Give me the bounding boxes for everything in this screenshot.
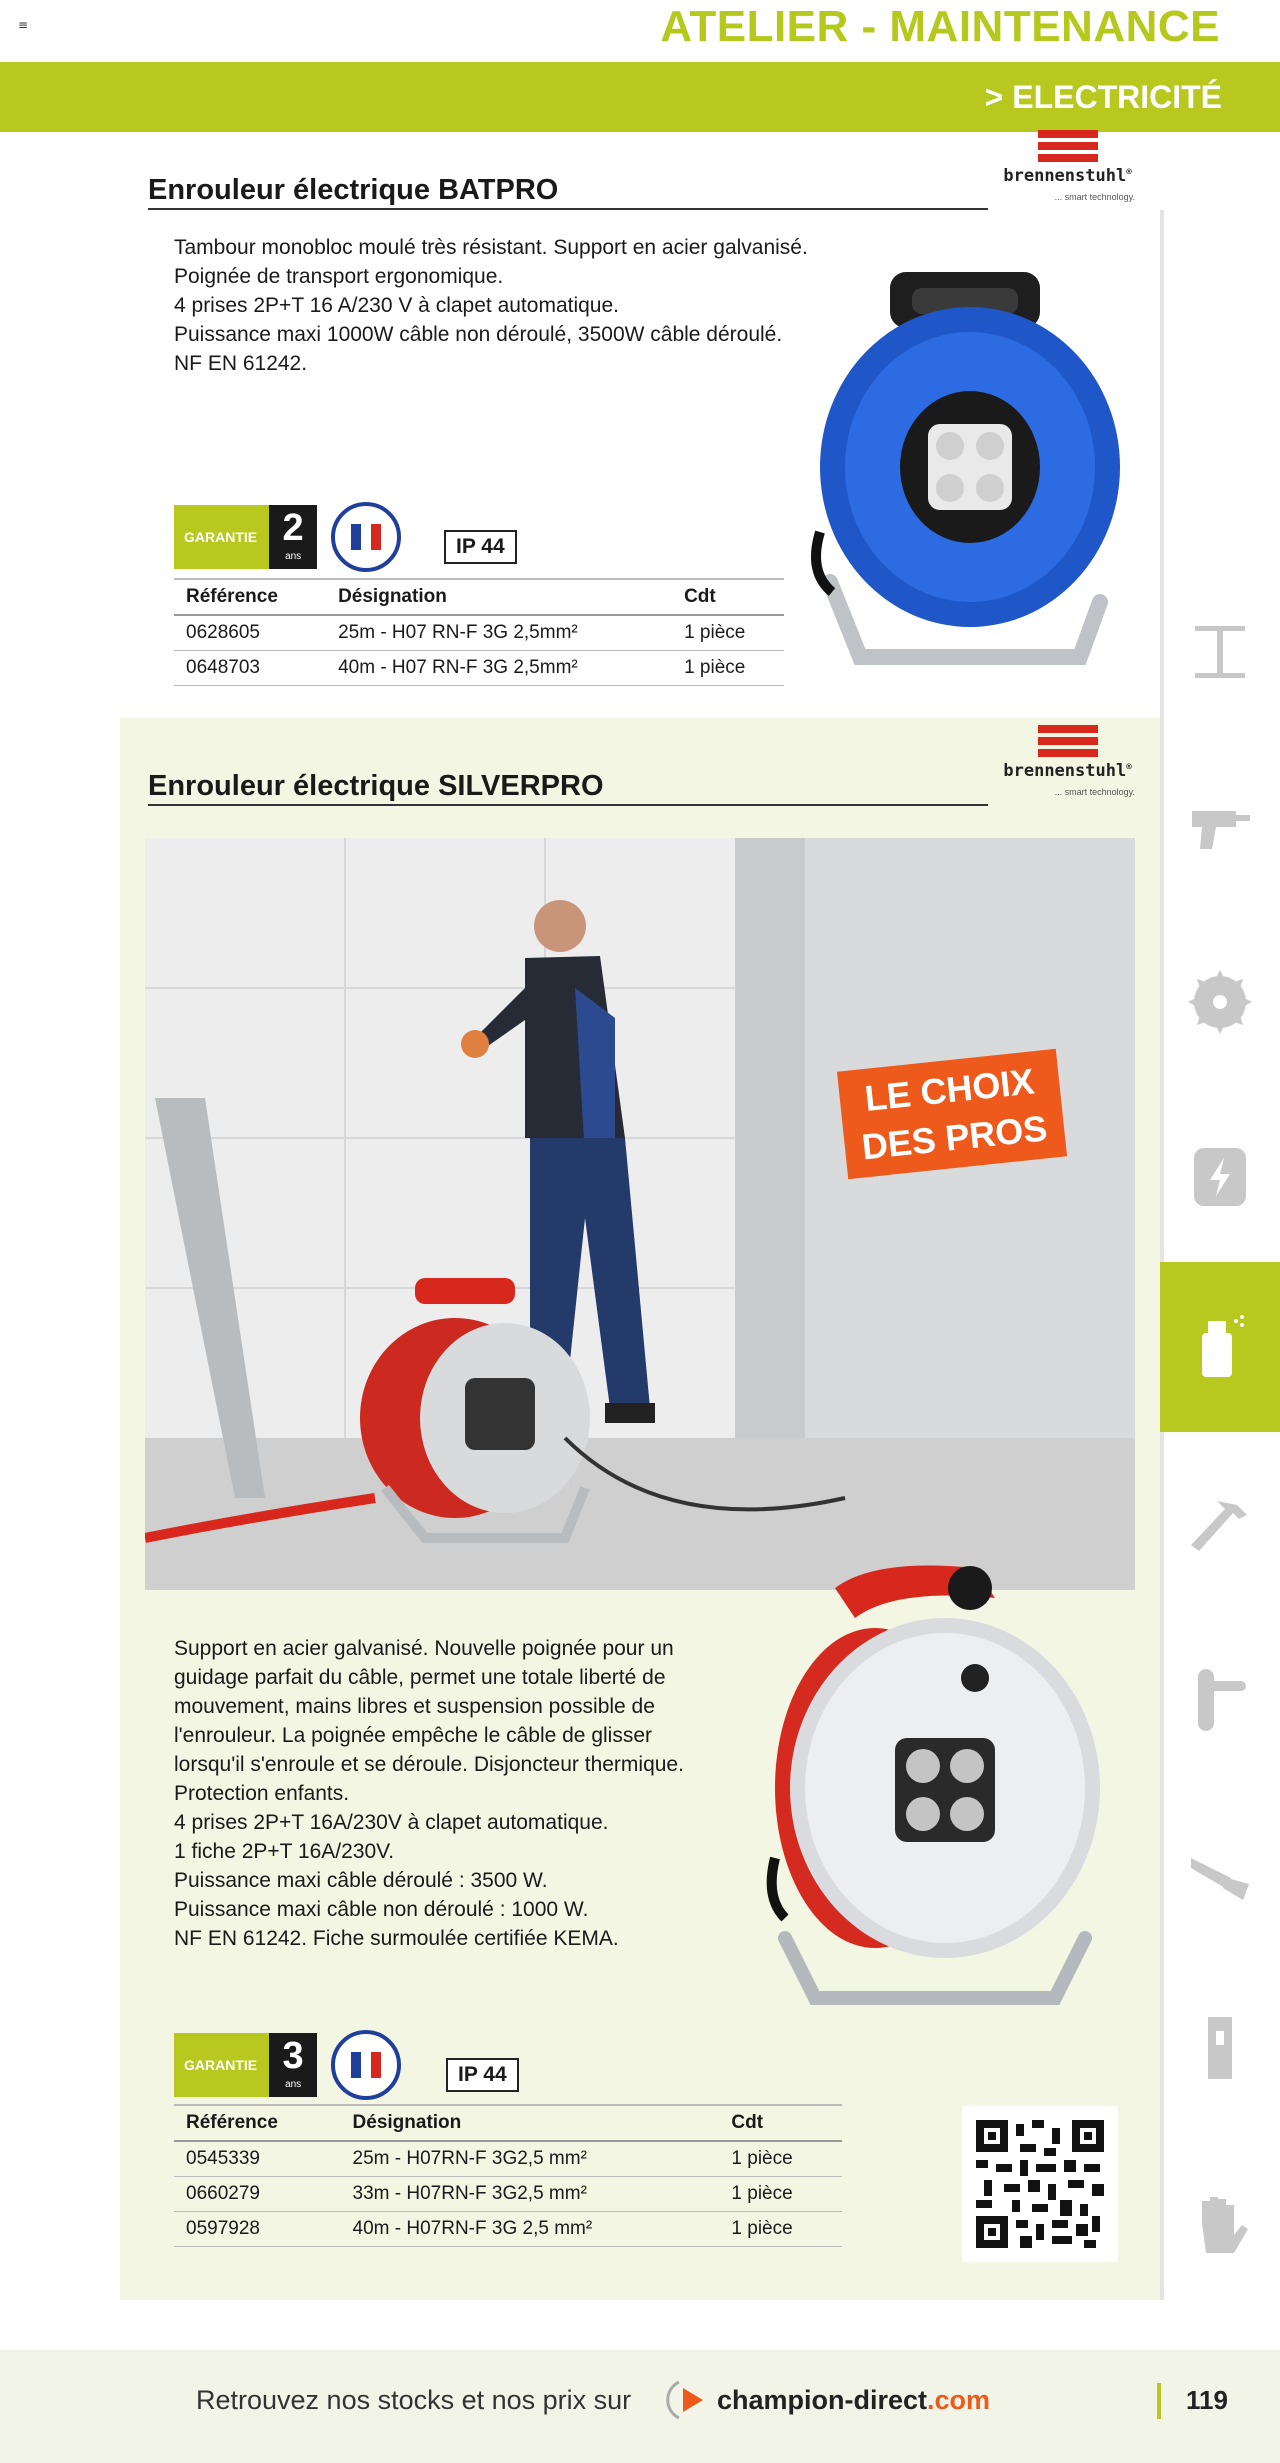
- description-line: Puissance maxi 1000W câble non déroulé, 3500W câble déroulé.: [174, 323, 783, 346]
- warranty-years: [269, 2033, 317, 2097]
- saw-blade-icon[interactable]: [1180, 962, 1260, 1042]
- warranty-years: [269, 505, 317, 569]
- page-title: ATELIER - MAINTENANCE: [660, 2, 1220, 51]
- site-name: champion-direct: [717, 2384, 928, 2415]
- warranty-years-unit: ans: [285, 551, 302, 562]
- screw-anchor-icon[interactable]: [1180, 1836, 1260, 1916]
- table-header-row: [174, 579, 784, 615]
- table-row: [174, 651, 784, 686]
- product-description: [174, 233, 808, 378]
- lock-plate-icon[interactable]: [1180, 2008, 1260, 2088]
- table-cell: 1 pièce: [719, 2177, 842, 2212]
- column-header: Cdt: [719, 2105, 842, 2141]
- badge-line: DES PROS: [859, 1107, 1050, 1168]
- table-cell: 40m - H07RN-F 3G 2,5 mm²: [341, 2212, 720, 2247]
- warranty-badge: [174, 502, 401, 572]
- product-description: [174, 1634, 684, 1953]
- description-line: Poignée de transport ergonomique.: [174, 265, 504, 288]
- brand-reg: ®: [1126, 167, 1132, 178]
- qr-code[interactable]: [962, 2106, 1118, 2262]
- description-line: lorsqu'il s'enroule et se déroule. Disjoncteur thermique.: [174, 1753, 684, 1776]
- description-line: guidage parfait du câble, permet une totale liberté de: [174, 1666, 666, 1689]
- footer: [0, 2350, 1280, 2463]
- footer-site-link[interactable]: [665, 2376, 990, 2424]
- title-underline: [148, 804, 988, 806]
- title-underline: [148, 208, 988, 210]
- category-label: > ELECTRICITÉ: [984, 79, 1222, 115]
- product-title: Enrouleur électrique SILVERPRO: [148, 770, 604, 802]
- reference-table: [174, 578, 784, 686]
- brand-reg: ®: [1126, 762, 1132, 773]
- play-arrow-icon: [665, 2376, 713, 2424]
- brand-stripes-icon: [1038, 725, 1098, 757]
- description-line: Puissance maxi câble non déroulé : 1000 W.: [174, 1898, 589, 1921]
- table-cell: 1 pièce: [719, 2212, 842, 2247]
- brand-stripes-icon: [1038, 130, 1098, 162]
- brand-logo: [1000, 725, 1135, 797]
- warranty-badge: [174, 2030, 401, 2100]
- warranty-label: GARANTIE: [174, 505, 269, 569]
- table-cell: 25m - H07RN-F 3G2,5 mm²: [341, 2141, 720, 2177]
- table-cell: 25m - H07 RN-F 3G 2,5mm²: [326, 615, 672, 651]
- column-header: Référence: [174, 2105, 341, 2141]
- warranty-years-number: 3: [282, 2035, 304, 2077]
- menu-icon[interactable]: ≡: [18, 18, 29, 32]
- column-header: Référence: [174, 579, 326, 615]
- table-cell: 40m - H07 RN-F 3G 2,5mm²: [326, 651, 672, 686]
- brand-tagline: ... smart technology.: [1054, 192, 1135, 202]
- description-line: 1 fiche 2P+T 16A/230V.: [174, 1840, 395, 1863]
- page-number-bar: [1157, 2383, 1161, 2419]
- description-line: Tambour monobloc moulé très résistant. Support en acier galvanisé.: [174, 236, 808, 259]
- column-header: Cdt: [672, 579, 784, 615]
- description-line: NF EN 61242. Fiche surmoulée certifiée KEMA.: [174, 1927, 619, 1950]
- table-cell: 0545339: [174, 2141, 341, 2177]
- site-tld: .com: [927, 2384, 991, 2415]
- description-line: l'enrouleur. La poignée empêche le câble de glisser: [174, 1724, 652, 1747]
- description-line: NF EN 61242.: [174, 352, 308, 375]
- ip-rating: IP 44: [446, 2058, 519, 2092]
- table-cell: 1 pièce: [672, 651, 784, 686]
- description-line: 4 prises 2P+T 16 A/230 V à clapet automatique.: [174, 294, 619, 317]
- door-handle-icon[interactable]: [1180, 1660, 1260, 1740]
- page-number: 119: [1186, 2385, 1228, 2415]
- table-cell: 0648703: [174, 651, 326, 686]
- column-header: Désignation: [341, 2105, 720, 2141]
- side-rail: [1160, 210, 1164, 2300]
- category-banner: [0, 62, 1280, 132]
- warranty-label: GARANTIE: [174, 2033, 269, 2097]
- table-row: [174, 2141, 842, 2177]
- beam-icon[interactable]: [1180, 612, 1260, 692]
- table-cell: 0597928: [174, 2212, 341, 2247]
- table-row: [174, 2177, 842, 2212]
- product-photo: [145, 838, 1135, 1590]
- hammer-icon[interactable]: [1180, 1486, 1260, 1566]
- product-title: Enrouleur électrique BATPRO: [148, 174, 559, 206]
- brand-name: brennenstuhl: [1003, 166, 1127, 186]
- electric-box-icon[interactable]: [1180, 1137, 1260, 1217]
- france-made-badge-icon: [331, 502, 401, 572]
- footer-text: Retrouvez nos stocks et nos prix sur: [196, 2385, 632, 2415]
- drill-icon[interactable]: [1180, 788, 1260, 868]
- description-line: Puissance maxi câble déroulé : 3500 W.: [174, 1869, 548, 1892]
- ip-rating: IP 44: [444, 530, 517, 564]
- silverpro-reel-image: [755, 1558, 1105, 2008]
- table-row: [174, 2212, 842, 2247]
- table-cell: 1 pièce: [672, 615, 784, 651]
- brand-name: brennenstuhl: [1003, 761, 1127, 781]
- brand-logo: [1000, 130, 1135, 202]
- brand-tagline: ... smart technology.: [1054, 787, 1135, 797]
- description-line: Protection enfants.: [174, 1782, 350, 1805]
- description-line: mouvement, mains libres et suspension possible de: [174, 1695, 655, 1718]
- table-header-row: [174, 2105, 842, 2141]
- table-cell: 33m - H07RN-F 3G2,5 mm²: [341, 2177, 720, 2212]
- warranty-years-unit: ans: [285, 2079, 302, 2090]
- pros-choice-badge: [837, 1049, 1067, 1179]
- description-line: 4 prises 2P+T 16A/230V à clapet automatique.: [174, 1811, 609, 1834]
- france-made-badge-icon: [331, 2030, 401, 2100]
- qr-code-icon: [976, 2120, 1104, 2248]
- description-line: Support en acier galvanisé. Nouvelle poignée pour un: [174, 1637, 674, 1660]
- spray-can-icon[interactable]: [1180, 1306, 1260, 1386]
- reference-table: [174, 2104, 842, 2247]
- table-cell: 0628605: [174, 615, 326, 651]
- batpro-reel-image: [800, 262, 1130, 672]
- table-cell: 1 pièce: [719, 2141, 842, 2177]
- warranty-years-number: 2: [282, 507, 304, 549]
- table-row: [174, 615, 784, 651]
- badge-line: LE CHOIX: [862, 1060, 1037, 1119]
- table-cell: 0660279: [174, 2177, 341, 2212]
- column-header: Désignation: [326, 579, 672, 615]
- glove-icon[interactable]: [1180, 2186, 1260, 2266]
